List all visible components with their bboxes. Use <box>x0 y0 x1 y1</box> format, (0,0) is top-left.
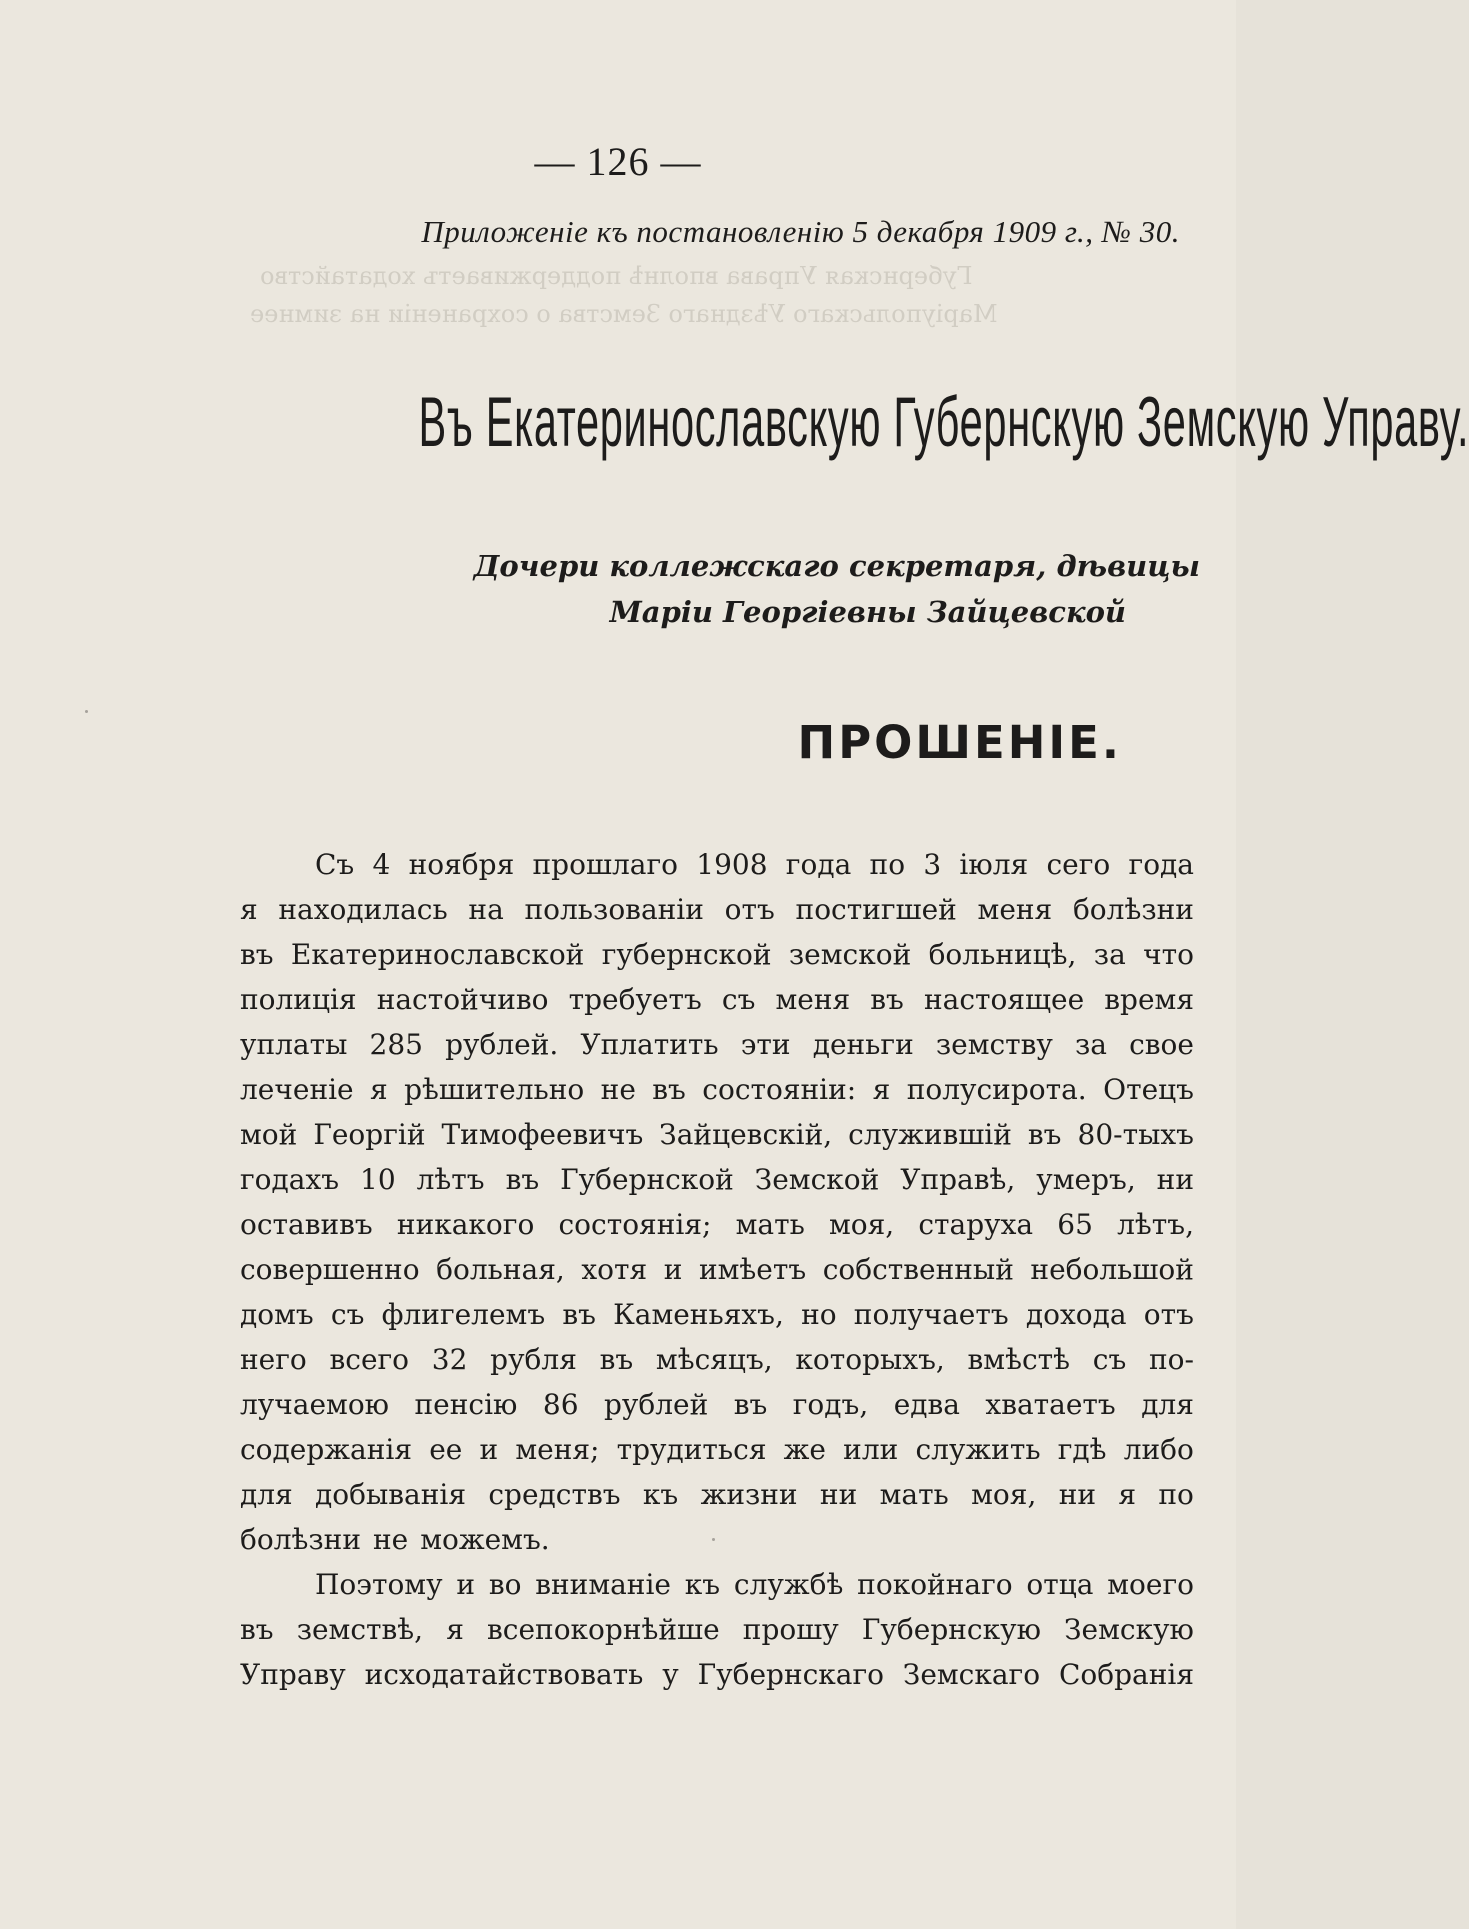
word: лѣтъ <box>416 1163 485 1196</box>
word: Екатеринославской <box>290 938 585 971</box>
word: жизни <box>700 1478 798 1511</box>
word: 86 <box>542 1388 579 1421</box>
word: не <box>372 1523 409 1556</box>
word: службѣ <box>733 1568 844 1601</box>
word: 285 <box>369 1028 423 1061</box>
word: никакого <box>396 1208 535 1241</box>
word: во <box>488 1568 522 1601</box>
word: 32 <box>431 1343 468 1376</box>
text-line <box>240 1607 1194 1652</box>
word: я <box>240 893 258 926</box>
word: ноября <box>408 848 515 881</box>
word: я <box>872 1073 891 1106</box>
word: Губернскую <box>861 1613 1041 1646</box>
word: въ <box>1027 1118 1062 1151</box>
word: къ <box>684 1568 721 1601</box>
word: гдѣ <box>1057 1433 1107 1466</box>
word: собственный <box>822 1253 1014 1286</box>
word: мать <box>735 1208 805 1241</box>
word: лѣтъ, <box>1117 1208 1194 1241</box>
word: земству <box>935 1028 1053 1061</box>
text-line <box>240 1292 1194 1337</box>
word: и <box>479 1433 499 1466</box>
word: состоянія; <box>558 1208 712 1241</box>
word: въ <box>505 1163 540 1196</box>
word: въ <box>240 1613 274 1646</box>
word: полиція <box>240 983 357 1016</box>
word: либо <box>1123 1433 1194 1466</box>
word: прошу <box>742 1613 839 1646</box>
word: 3 <box>923 848 942 881</box>
word: находилась <box>278 893 448 926</box>
word: настойчиво <box>376 983 549 1016</box>
word: Зайцевскій, <box>659 1118 833 1151</box>
word: рублей. <box>445 1028 559 1061</box>
word: болѣзни <box>240 1523 361 1556</box>
text-line <box>240 1337 1194 1382</box>
word: въ <box>870 983 904 1016</box>
text-line <box>240 842 1194 887</box>
text-line <box>240 1472 1194 1517</box>
word: за <box>1075 1028 1107 1061</box>
word: добыванія <box>315 1478 467 1511</box>
word: которыхъ, <box>795 1343 945 1376</box>
word: за <box>1093 938 1126 971</box>
text-line <box>240 1112 1194 1157</box>
word: земствѣ, <box>296 1613 424 1646</box>
word: и <box>663 1253 683 1286</box>
text-line <box>240 1652 1194 1697</box>
word: Губернской <box>560 1163 734 1196</box>
word: ни <box>1058 1478 1097 1511</box>
word: или <box>843 1433 899 1466</box>
word: къ <box>642 1478 679 1511</box>
word: хотя <box>581 1253 648 1286</box>
word: исходатайствовать <box>364 1658 644 1691</box>
word: оставивъ <box>240 1208 373 1241</box>
word: я <box>1118 1478 1137 1511</box>
word: служить <box>915 1433 1041 1466</box>
word: леченіе <box>240 1073 354 1106</box>
word: Земскую <box>1064 1613 1194 1646</box>
word: Каменьяхъ, <box>613 1298 784 1331</box>
word: него <box>240 1343 307 1376</box>
word: Георгій <box>313 1118 426 1151</box>
text-line <box>240 1517 1194 1562</box>
word: Тимофеевичъ <box>441 1118 644 1151</box>
word: моя, <box>971 1478 1037 1511</box>
text-line <box>240 887 1194 932</box>
word: отъ <box>1143 1298 1194 1331</box>
word: года <box>785 848 852 881</box>
word: моя, <box>829 1208 895 1241</box>
word: деньги <box>812 1028 914 1061</box>
word: годъ, <box>792 1388 869 1421</box>
word: уплаты <box>240 1028 348 1061</box>
word: отъ <box>724 893 775 926</box>
word: больницѣ, <box>928 938 1077 971</box>
word: получаетъ <box>853 1298 1009 1331</box>
word: въ <box>562 1298 596 1331</box>
word: требуетъ <box>568 983 702 1016</box>
word: Поэтому <box>315 1568 443 1601</box>
word: губернской <box>601 938 772 971</box>
word: умеръ, <box>1036 1163 1136 1196</box>
word: старуха <box>918 1208 1034 1241</box>
word: всепокорнѣйше <box>487 1613 720 1646</box>
word: 80-тыхъ <box>1077 1118 1194 1151</box>
word: ни <box>1156 1163 1194 1196</box>
word: Управѣ, <box>900 1163 1016 1196</box>
document-title: ПРОШЕНІЕ. <box>797 716 1122 769</box>
word: прошлаго <box>532 848 678 881</box>
paper-speck <box>85 710 88 713</box>
word: Управу <box>240 1658 346 1691</box>
word: не <box>600 1073 636 1106</box>
word: съ <box>330 1298 365 1331</box>
word: полусирота. <box>906 1073 1087 1106</box>
text-line <box>240 1382 1194 1427</box>
text-line <box>240 1562 1194 1607</box>
word: Съ <box>315 848 355 881</box>
text-line <box>240 1427 1194 1472</box>
word: я <box>446 1613 464 1646</box>
word: Собранія <box>1058 1658 1194 1691</box>
word: настоящее <box>923 983 1085 1016</box>
word: въ <box>652 1073 686 1106</box>
word: содержанія <box>240 1433 413 1466</box>
word: Земскаго <box>902 1658 1041 1691</box>
word: въ <box>599 1343 634 1376</box>
page-number: — 126 — <box>534 139 702 184</box>
word: меня; <box>515 1433 600 1466</box>
show-through-text: Маріупольскаго Уѣзднаго Земства о сохраненіи на зимнее <box>250 300 998 328</box>
word: моего <box>1107 1568 1194 1601</box>
text-line <box>240 1202 1194 1247</box>
petition-body <box>240 842 1194 1697</box>
word: Уплатить <box>580 1028 719 1061</box>
word: средствъ <box>488 1478 621 1511</box>
word: состояніи: <box>702 1073 857 1106</box>
word: едва <box>893 1388 960 1421</box>
word: ее <box>429 1433 463 1466</box>
word: и <box>456 1568 476 1601</box>
word: пенсію <box>414 1388 518 1421</box>
word: меня <box>775 983 851 1016</box>
word: дохода <box>1025 1298 1127 1331</box>
text-line <box>240 977 1194 1022</box>
word: флигелемъ <box>381 1298 546 1331</box>
word: я <box>370 1073 388 1106</box>
word: въ <box>733 1388 768 1421</box>
addressee-heading: Въ Екатеринославскую Губернскую Земскую Управу. <box>418 383 1469 463</box>
word: всего <box>329 1343 410 1376</box>
word: 65 <box>1057 1208 1093 1241</box>
word: хватаетъ <box>985 1388 1116 1421</box>
word: Земской <box>754 1163 880 1196</box>
word: рѣшительно <box>404 1073 585 1106</box>
word: домъ <box>240 1298 314 1331</box>
word: отца <box>1026 1568 1094 1601</box>
word: эти <box>740 1028 791 1061</box>
word: съ <box>721 983 756 1016</box>
word: для <box>240 1478 293 1511</box>
word: пользованіи <box>524 893 704 926</box>
word: совершенно <box>240 1253 420 1286</box>
word: болѣзни <box>1072 893 1194 926</box>
appendix-note: Приложеніе къ постановленію 5 декабря 1909 г., № 30. <box>421 214 1180 249</box>
word: 10 <box>360 1163 396 1196</box>
word: по <box>1158 1478 1194 1511</box>
word: постигшей <box>795 893 957 926</box>
word: по <box>869 848 906 881</box>
word: 4 <box>372 848 391 881</box>
word: время <box>1104 983 1194 1016</box>
word: вниманіе <box>535 1568 671 1601</box>
word: Отецъ <box>1103 1073 1194 1106</box>
word: покойнаго <box>857 1568 1013 1601</box>
word: у <box>662 1658 679 1691</box>
word: служившій <box>848 1118 1012 1151</box>
word: имѣетъ <box>698 1253 807 1286</box>
word: рубля <box>490 1343 577 1376</box>
text-line <box>240 932 1194 977</box>
word: іюля <box>959 848 1029 881</box>
text-line <box>240 1247 1194 1292</box>
word: вмѣстѣ <box>967 1343 1071 1376</box>
text-line <box>240 1067 1194 1112</box>
word: мать <box>879 1478 949 1511</box>
word: рублей <box>603 1388 709 1421</box>
text-line <box>240 1157 1194 1202</box>
word: можемъ. <box>420 1523 550 1556</box>
word: земской <box>788 938 912 971</box>
show-through-text: Губернская Управа вполнѣ поддерживаетъ ходатайство <box>260 262 973 290</box>
word: сего <box>1046 848 1111 881</box>
word: мой <box>240 1118 298 1151</box>
word: же <box>783 1433 826 1466</box>
word: лучаемою <box>240 1388 390 1421</box>
word: ни <box>819 1478 858 1511</box>
word: года <box>1128 848 1194 881</box>
word: больная, <box>436 1253 565 1286</box>
sender-line: Дочери коллежскаго секретаря, дѣвицы <box>473 549 1200 583</box>
word: мѣсяцъ, <box>655 1343 773 1376</box>
word: небольшой <box>1030 1253 1194 1286</box>
word: Губернскаго <box>697 1658 885 1691</box>
word: по- <box>1149 1343 1194 1376</box>
word: годахъ <box>240 1163 340 1196</box>
word: что <box>1143 938 1194 971</box>
word: но <box>801 1298 837 1331</box>
word: трудиться <box>616 1433 767 1466</box>
sender-line: Маріи Георгіевны Зайцевской <box>609 595 1126 629</box>
word: меня <box>977 893 1053 926</box>
word: для <box>1141 1388 1194 1421</box>
word: съ <box>1092 1343 1127 1376</box>
word: 1908 <box>696 848 768 881</box>
word: на <box>468 893 504 926</box>
text-line <box>240 1022 1194 1067</box>
word: свое <box>1129 1028 1194 1061</box>
word: въ <box>240 938 274 971</box>
